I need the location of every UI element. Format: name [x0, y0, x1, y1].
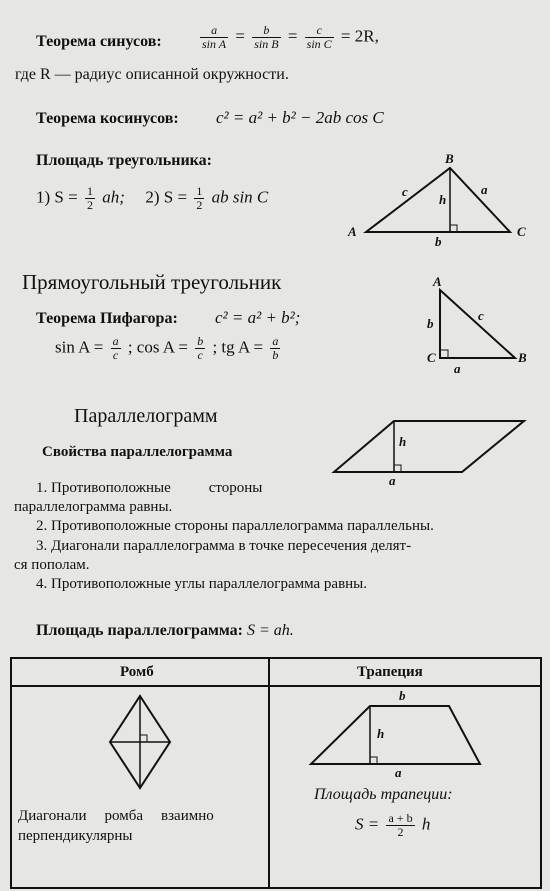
table-column-divider — [268, 659, 270, 887]
triangle-area-formulas: 1) S = $\frac{1}{2}$ ah; 2) S = $\frac{1}{2}$ ab sin C — [36, 184, 269, 212]
height-h-label: h — [399, 434, 407, 449]
vertex-a-label: A — [433, 274, 442, 289]
cosine-theorem-formula: c² = a² + b² − 2ab cos C — [216, 108, 384, 127]
half-fraction-1: $\frac{1}{2}$ — [86, 184, 93, 212]
tg-fraction: $\frac{a}{b}$ — [272, 334, 279, 362]
vertex-a-label: A — [348, 224, 357, 239]
trapezoid-diagram — [305, 688, 495, 780]
property-3-line1: 3. Диагонали параллелограмма в точке пересечения делят- — [36, 538, 412, 554]
trig-ratios: sin A = $\frac{a}{c}$ ; cos A = $\frac{b}{c}$ ; tg A = $\frac{a}{b}$ — [55, 334, 279, 362]
trapezoid-area-label: Площадь трапеции: — [314, 786, 453, 803]
side-b-label: b — [427, 316, 434, 331]
rhombus-caption-line2: перпендикулярны — [18, 828, 133, 844]
bottom-base-a-label: a — [395, 765, 402, 780]
top-base-b-label: b — [399, 688, 406, 703]
pythagoras-label: Теорема Пифагора: — [36, 310, 178, 327]
property-1-line2: параллелограмма равны. — [14, 499, 173, 515]
vertex-b-label: B — [518, 350, 527, 365]
trapezoid-area-formula: S = $\frac{a + b}{2}$ h — [355, 811, 431, 839]
triangle-diagram — [340, 148, 540, 248]
table-header-divider — [12, 685, 540, 687]
sine-theorem-formula: $\frac{a}{\text{sin A}}$ = $\frac{b}{\text{sin B}}$ = $\frac{c}{\text{sin C}}$ = 2R, — [202, 23, 379, 51]
property-1-line1: 1. Противоположные стороны — [36, 480, 263, 496]
parallelogram-diagram — [330, 415, 530, 487]
rhombus-caption-line1: Диагонали ромба взаимно — [18, 808, 214, 824]
parallelogram-area: Площадь параллелограмма: S = ah. — [36, 622, 294, 639]
side-a-label: a — [481, 182, 488, 197]
sin-fraction: $\frac{a}{c}$ — [112, 334, 119, 362]
right-angle-mark — [440, 350, 448, 358]
trapezoid-fraction: $\frac{a + b}{2}$ — [388, 811, 413, 839]
height-h-label: h — [377, 726, 385, 741]
sine-theorem-label: Теорема синусов: — [36, 33, 162, 50]
property-3-line2: ся пополам. — [14, 557, 90, 573]
right-triangle-heading: Прямоугольный треугольник — [22, 270, 282, 294]
parallelogram-shape — [334, 421, 524, 472]
rhombus-diagram — [100, 692, 190, 797]
parallelogram-properties-label: Свойства параллелограмма — [42, 444, 233, 460]
right-angle-mark — [450, 225, 457, 232]
vertex-c-label: C — [517, 224, 526, 239]
circumradius-note: где R — радиус описанной окружности. — [15, 66, 289, 83]
pythagoras-formula: c² = a² + b²; — [215, 308, 301, 327]
sine-fraction-a: $\frac{a}{\text{sin A}}$ — [202, 23, 227, 51]
property-4: 4. Противоположные углы параллелограмма равны. — [36, 576, 368, 592]
sine-fraction-b: $\frac{b}{\text{sin B}}$ — [254, 23, 279, 51]
right-angle-mark — [370, 757, 377, 764]
height-h-label: h — [439, 192, 447, 207]
cos-fraction: $\frac{b}{c}$ — [197, 334, 204, 362]
side-c-label: c — [478, 308, 484, 323]
triangle-area-label: Площадь треугольника: — [36, 152, 212, 169]
trapezoid-title: Трапеция — [357, 664, 423, 680]
sine-fraction-c: $\frac{c}{\text{sin C}}$ — [306, 23, 332, 51]
right-triangle-diagram — [420, 272, 535, 377]
cosine-theorem-label: Теорема косинусов: — [36, 110, 179, 127]
half-fraction-2: $\frac{1}{2}$ — [196, 184, 203, 212]
right-angle-mark — [140, 735, 147, 742]
property-2: 2. Противоположные стороны параллелограмма параллельны. — [36, 518, 434, 534]
side-a-label: a — [454, 361, 461, 376]
parallelogram-heading: Параллелограмм — [74, 405, 218, 427]
right-triangle-shape — [440, 290, 515, 358]
side-a-label: a — [389, 473, 396, 487]
right-angle-mark — [394, 465, 401, 472]
vertex-c-label: C — [427, 350, 436, 365]
triangle-shape — [366, 168, 510, 232]
trapezoid-shape — [311, 706, 480, 764]
side-c-label: c — [402, 184, 408, 199]
rhombus-title: Ромб — [120, 664, 154, 680]
vertex-b-label: B — [445, 151, 454, 166]
side-b-label: b — [435, 234, 442, 248]
